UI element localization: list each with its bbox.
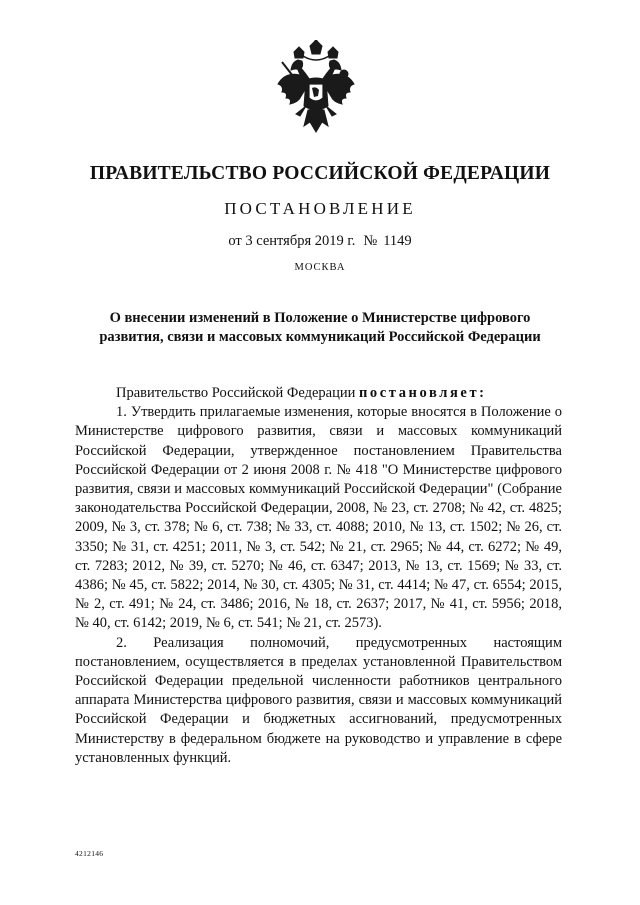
- document-body: [75, 384, 562, 768]
- paragraph-1: 1. Утвердить прилагаемые изменения, которые вносятся в Положение о Министерстве цифрового развития, связи и массовых коммуникаций Российской Федерации, утвержденное постановлением Правительства Российской Федерации от 2 июня 2008 г. № 418 "О Министерстве цифрового развития, связи и массовых коммуникаций Российской Федерации" (Собрание законодательства Российской Федерации, 2008, № 23, ст. 2708; № 42, ст. 4825; 2009, № 3, ст. 378; № 6, ст. 738; № 33, ст. 4088; 2010, № 13, ст. 1502; № 26, ст. 3350; № 31, ст. 4251; 2011, № 3, ст. 542; № 21, ст. 2965; № 44, ст. 6272; № 49, ст. 7283; 2012, № 39, ст. 5270; № 46, ст. 6347; 2013, № 13, ст. 1569; № 33, ст. 4386; № 45, ст. 5822; 2014, № 30, ст. 4305; № 31, ст. 4414; № 47, ст. 6554; 2015, № 2, ст. 491; № 24, ст. 3486; 2016, № 18, ст. 2637; 2017, № 41, ст. 5956; 2018, № 40, ст. 6142; 2019, № 6, ст. 541; № 21, ст. 2573).: [75, 404, 562, 632]
- intro-verb: постановляет:: [358, 385, 487, 401]
- document-date: от 3 сентября 2019 г.: [228, 233, 356, 249]
- document-type: ПОСТАНОВЛЕНИЕ: [224, 199, 416, 218]
- subject-line-1: О внесении изменений в Положение о Министерстве цифрового: [109, 310, 531, 326]
- document-subject: [60, 309, 580, 347]
- government-title: ПРАВИТЕЛЬСТВО РОССИЙСКОЙ ФЕДЕРАЦИИ: [89, 163, 551, 184]
- intro-lead: Правительство Российской Федерации: [116, 385, 356, 401]
- document-number: 1149: [383, 233, 412, 249]
- russian-coat-of-arms-icon: [274, 40, 358, 144]
- footer-code: 4212146: [75, 849, 104, 858]
- paragraph-2: 2. Реализация полномочий, предусмотренных настоящим постановлением, осуществляется в пределах установленной Правительством Российской Федерации предельной численности работников центрального аппарата Министерства цифрового развития, связи и массовых коммуникаций Российской Федерации и бюджетных ассигнований, предусмотренных Министерству в федеральном бюджете на руководство и управление в сфере установленных функций.: [75, 634, 562, 766]
- city: МОСКВА: [294, 262, 346, 273]
- subject-line-2: развития, связи и массовых коммуникаций Российской Федерации: [99, 329, 541, 345]
- intro-paragraph: [75, 384, 562, 403]
- number-sign: №: [363, 233, 378, 249]
- date-line: [0, 233, 640, 250]
